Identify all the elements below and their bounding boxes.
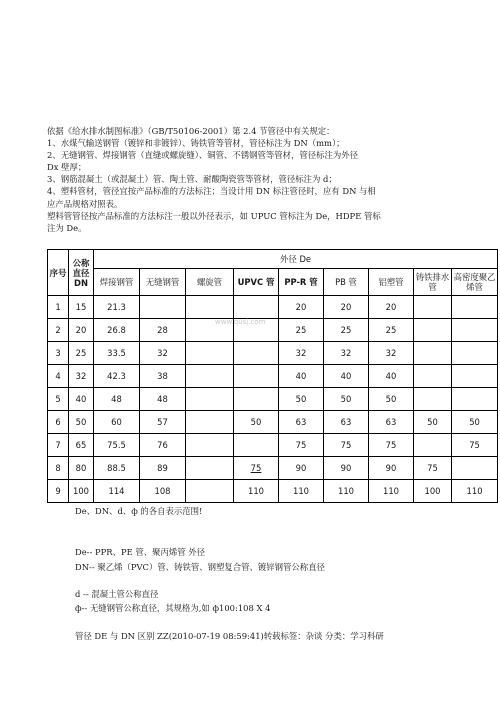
nominal-diameter: 40: [69, 388, 94, 411]
outer-diameter-cell: 50: [414, 411, 452, 434]
definition-line: ф-- 无缝钢管公称直径，其规格为,如 ф100:108 X 4: [75, 603, 271, 613]
outer-diameter-cell: [186, 365, 234, 388]
outer-diameter-cell: [452, 365, 498, 388]
outer-diameter-cell: [234, 365, 279, 388]
outer-diameter-cell: [234, 342, 279, 365]
row-number: 6: [48, 411, 69, 434]
outer-diameter-cell: [186, 411, 234, 434]
outer-diameter-cell: 25: [324, 319, 369, 342]
outer-diameter-cell: [234, 434, 279, 457]
table-row: [48, 457, 498, 480]
outer-diameter-cell: 40: [279, 365, 324, 388]
table-body: [48, 296, 498, 503]
definition-line: DN-- 聚乙烯（PVC）管、铸铁管、钢塑复合管、镀锌钢管公称直径: [75, 562, 325, 572]
row-number: 9: [48, 480, 69, 503]
nominal-diameter: 65: [69, 434, 94, 457]
table-row: [48, 342, 498, 365]
outer-diameter-cell: 90: [324, 457, 369, 480]
col-header-pipe: 螺旋管: [186, 269, 234, 296]
outer-diameter-cell: 90: [279, 457, 324, 480]
outer-diameter-cell: 50: [234, 411, 279, 434]
row-number: 4: [48, 365, 69, 388]
outer-diameter-cell: 48: [94, 388, 140, 411]
outer-diameter-cell: 75: [234, 457, 279, 480]
outer-diameter-cell: 32: [279, 342, 324, 365]
table-row: [48, 480, 498, 503]
outer-diameter-cell: 50: [279, 388, 324, 411]
table-row: [48, 411, 498, 434]
outer-diameter-cell: [414, 434, 452, 457]
nominal-diameter: 100: [69, 480, 94, 503]
col-header-pipe: 无缝钢管: [140, 269, 186, 296]
outer-diameter-cell: [186, 457, 234, 480]
intro-text: [47, 125, 467, 234]
nominal-diameter: 80: [69, 457, 94, 480]
outer-diameter-cell: [452, 457, 498, 480]
outer-diameter-cell: 100: [414, 480, 452, 503]
outer-diameter-cell: 75.5: [94, 434, 140, 457]
outer-diameter-cell: 110: [234, 480, 279, 503]
outer-diameter-cell: [140, 296, 186, 319]
outer-diameter-cell: [414, 388, 452, 411]
intro-line: 1、水煤气输送钢管（镀锌和非镀锌）、铸铁管等管材，管径标注为 DN（mm）；: [47, 138, 345, 149]
col-header-pipe: PP-R 管: [279, 269, 324, 296]
col-header-pipe: 铝塑管: [369, 269, 414, 296]
outer-diameter-cell: 20: [279, 296, 324, 319]
outer-diameter-cell: [186, 434, 234, 457]
outer-diameter-cell: [186, 296, 234, 319]
source-line: 管径 DE 与 DN 区别 ZZ(2010-07-19 08:59:41)转载标签：杂谈 分类：学习科研: [75, 631, 384, 641]
outer-diameter-cell: [234, 296, 279, 319]
outer-diameter-cell: 76: [140, 434, 186, 457]
outer-diameter-cell: 38: [140, 365, 186, 388]
intro-line: 4、塑料管材，管径宜按产品标准的方法标注；当设计用 DN 标注管径时，应有 DN 与相: [47, 186, 376, 197]
definition-line: De-- PPR、PE 管、聚丙烯管 外径: [75, 547, 206, 557]
row-number: 3: [48, 342, 69, 365]
outer-diameter-cell: 28: [140, 319, 186, 342]
outer-diameter-cell: 60: [94, 411, 140, 434]
table-row: [48, 296, 498, 319]
table-row: [48, 388, 498, 411]
nominal-diameter: 25: [69, 342, 94, 365]
col-header-pipe: 高密度聚乙烯管: [452, 269, 498, 296]
outer-diameter-cell: [414, 319, 452, 342]
outer-diameter-cell: 25: [279, 319, 324, 342]
col-header-pipe: UPVC 管: [234, 269, 279, 296]
outer-diameter-cell: 110: [452, 480, 498, 503]
outer-diameter-cell: 32: [369, 342, 414, 365]
nominal-diameter: 50: [69, 411, 94, 434]
col-header-pipe: PB 管: [324, 269, 369, 296]
outer-diameter-cell: 114: [94, 480, 140, 503]
outer-diameter-cell: 89: [140, 457, 186, 480]
outer-diameter-cell: [452, 388, 498, 411]
outer-diameter-cell: [452, 319, 498, 342]
outer-diameter-cell: [414, 365, 452, 388]
outer-diameter-cell: 40: [324, 365, 369, 388]
col-header-pipe: 铸铁排水管: [414, 269, 452, 296]
outer-diameter-cell: 33.5: [94, 342, 140, 365]
outer-diameter-cell: [452, 296, 498, 319]
outer-diameter-cell: [186, 480, 234, 503]
table-row: [48, 434, 498, 457]
outer-diameter-cell: 63: [369, 411, 414, 434]
nominal-diameter: 32: [69, 365, 94, 388]
table-row: [48, 319, 498, 342]
outer-diameter-cell: [414, 296, 452, 319]
outer-diameter-cell: 57: [140, 411, 186, 434]
outer-diameter-cell: 50: [452, 411, 498, 434]
outer-diameter-cell: [414, 342, 452, 365]
intro-line: 3、钢筋混凝土（或混凝土）管、陶土管、耐酸陶瓷管等管材，管径标注为 d；: [47, 174, 337, 185]
intro-line: 应产品规格对照表。: [47, 198, 123, 209]
outer-diameter-cell: 50: [324, 388, 369, 411]
col-header-dn: 公称直径DN: [69, 250, 94, 296]
pipe-size-table: [47, 249, 498, 503]
row-number: 1: [48, 296, 69, 319]
nominal-diameter: 20: [69, 319, 94, 342]
outer-diameter-cell: 32: [140, 342, 186, 365]
outer-diameter-cell: 63: [324, 411, 369, 434]
outer-diameter-cell: 75: [452, 434, 498, 457]
outer-diameter-cell: 26.8: [94, 319, 140, 342]
outer-diameter-cell: 108: [140, 480, 186, 503]
outer-diameter-cell: 25: [369, 319, 414, 342]
outer-diameter-cell: 50: [369, 388, 414, 411]
col-header-pipe: 焊接钢管: [94, 269, 140, 296]
row-number: 2: [48, 319, 69, 342]
outer-diameter-cell: 48: [140, 388, 186, 411]
outer-diameter-cell: 110: [279, 480, 324, 503]
outer-diameter-cell: 75: [279, 434, 324, 457]
outer-diameter-cell: 21.3: [94, 296, 140, 319]
watermark: www.qusj.com: [215, 318, 266, 326]
outer-diameter-cell: [186, 388, 234, 411]
intro-line: 2、无缝钢管、焊接钢管（直缝或螺旋缝）、铜管、不锈钢管等管材，管径标注为外径: [47, 150, 359, 161]
outer-diameter-cell: 75: [369, 434, 414, 457]
intro-line: 注为 De。: [47, 222, 87, 233]
col-header-no: 序号: [48, 250, 69, 296]
outer-diameter-cell: 110: [369, 480, 414, 503]
outer-diameter-cell: 63: [279, 411, 324, 434]
outer-diameter-cell: 88.5: [94, 457, 140, 480]
definition-line: d -- 混凝土管公称直径: [75, 589, 159, 599]
outer-diameter-cell: 42.3: [94, 365, 140, 388]
intro-line: 依据《给水排水制图标准》（GB/T50106-2001）第 2.4 节管径中有关规定：: [47, 126, 335, 136]
outer-diameter-cell: 40: [369, 365, 414, 388]
intro-line: 塑料管管径按产品标准的方法标注一般以外径表示，如 UPUC 管标注为 De，HDPE 管标: [47, 210, 381, 221]
outer-diameter-cell: 75: [324, 434, 369, 457]
table-row: [48, 365, 498, 388]
outer-diameter-cell: [234, 388, 279, 411]
nominal-diameter: 15: [69, 296, 94, 319]
intro-line: Dx 壁厚；: [47, 162, 87, 173]
outer-diameter-cell: 75: [414, 457, 452, 480]
outer-diameter-cell: 90: [369, 457, 414, 480]
outer-diameter-cell: 20: [369, 296, 414, 319]
row-number: 5: [48, 388, 69, 411]
outer-diameter-cell: 20: [324, 296, 369, 319]
outer-diameter-cell: [452, 342, 498, 365]
row-number: 7: [48, 434, 69, 457]
group-header-outer-diameter: 外径 De: [94, 250, 498, 269]
outer-diameter-cell: 32: [324, 342, 369, 365]
row-number: 8: [48, 457, 69, 480]
question-text: De、DN、d、ф 的各自表示范围!: [75, 506, 203, 516]
outer-diameter-cell: [186, 342, 234, 365]
outer-diameter-cell: 110: [324, 480, 369, 503]
